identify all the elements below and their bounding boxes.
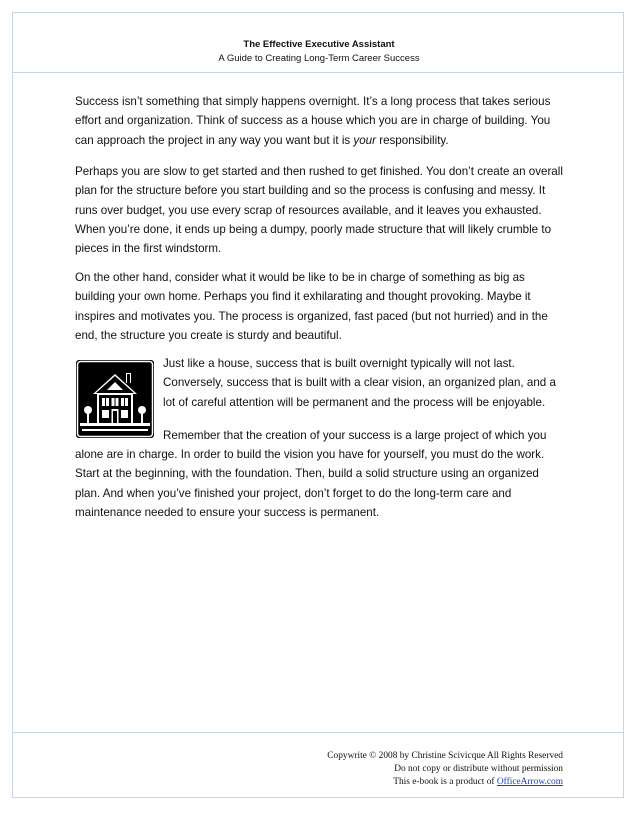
paragraph-4-line: Conversely, success that is built with a clear vision, an organized plan, and a: [163, 376, 556, 390]
paragraph-5-line: plan. And when you’ve finished your project, don’t forget to do the long-term care and: [75, 486, 512, 500]
product-line: [327, 776, 563, 789]
paragraph-1: [75, 92, 567, 150]
document-title: The Effective Executive Assistant: [243, 39, 395, 50]
document-subtitle: A Guide to Creating Long-Term Career Success: [218, 53, 420, 64]
paragraph-4-line: lot of careful attention will be permanent and the process will be enjoyable.: [163, 395, 546, 409]
page-footer: [327, 750, 563, 789]
paragraph-5-line: Start at the beginning, with the foundation. Then, build a solid structure using an organized: [75, 467, 539, 481]
paragraph-3: On the other hand, consider what it would be like to be in charge of something as big as building your own home. Perhaps you find it exhilarating and thought provoking. Maybe it inspires and motivates you. The process is organized, fast paced (but not hurried) and in the end, the structure you create is sturdy and beautiful.: [75, 271, 548, 342]
paragraph-5-line: maintenance needed to ensure your success is permanent.: [75, 505, 380, 519]
paragraph-1-end: responsibility.: [375, 133, 449, 147]
house-icon: [76, 360, 154, 438]
footer-divider: [13, 732, 623, 733]
paragraph-4: [163, 354, 567, 412]
permission-line: Do not copy or distribute without permission: [394, 764, 563, 774]
officearrow-link[interactable]: OfficeArrow.com: [496, 777, 563, 787]
page-header: [0, 38, 638, 66]
paragraph-5: [75, 445, 567, 522]
header-divider: [13, 72, 623, 73]
paragraph-5-line: alone are in charge. In order to build the vision you have for yourself, you must do the work.: [75, 448, 545, 461]
paragraph-4-line: Just like a house, success that is built overnight typically will not last.: [163, 357, 515, 370]
paragraph-5-first-line: Remember that the creation of your success is a large project of which you: [163, 429, 547, 442]
paragraph-2: Perhaps you are slow to get started and then rushed to get finished. You don’t create an overall plan for the structure before you start building and so the process is confusing and messy. It runs over budget, you use every scrap of resources available, and it leaves you exhausted. When you’re done, it ends up being a dumpy, poorly made structure that will likely crumble to pieces in the first windstorm.: [75, 165, 563, 256]
copyright-line: Copywrite © 2008 by Christine Scivicque All Rights Reserved: [327, 751, 563, 761]
paragraph-1-start: Success isn’t something that simply happens overnight. It’s a long process that takes serious effort and organization. Think of success as a house which you are in charge of building. You can approach the project in any way you want but it is: [75, 95, 551, 147]
paragraph-1-emphasis: your: [353, 133, 376, 147]
product-line-prefix: This e-book is a product of: [393, 777, 497, 787]
